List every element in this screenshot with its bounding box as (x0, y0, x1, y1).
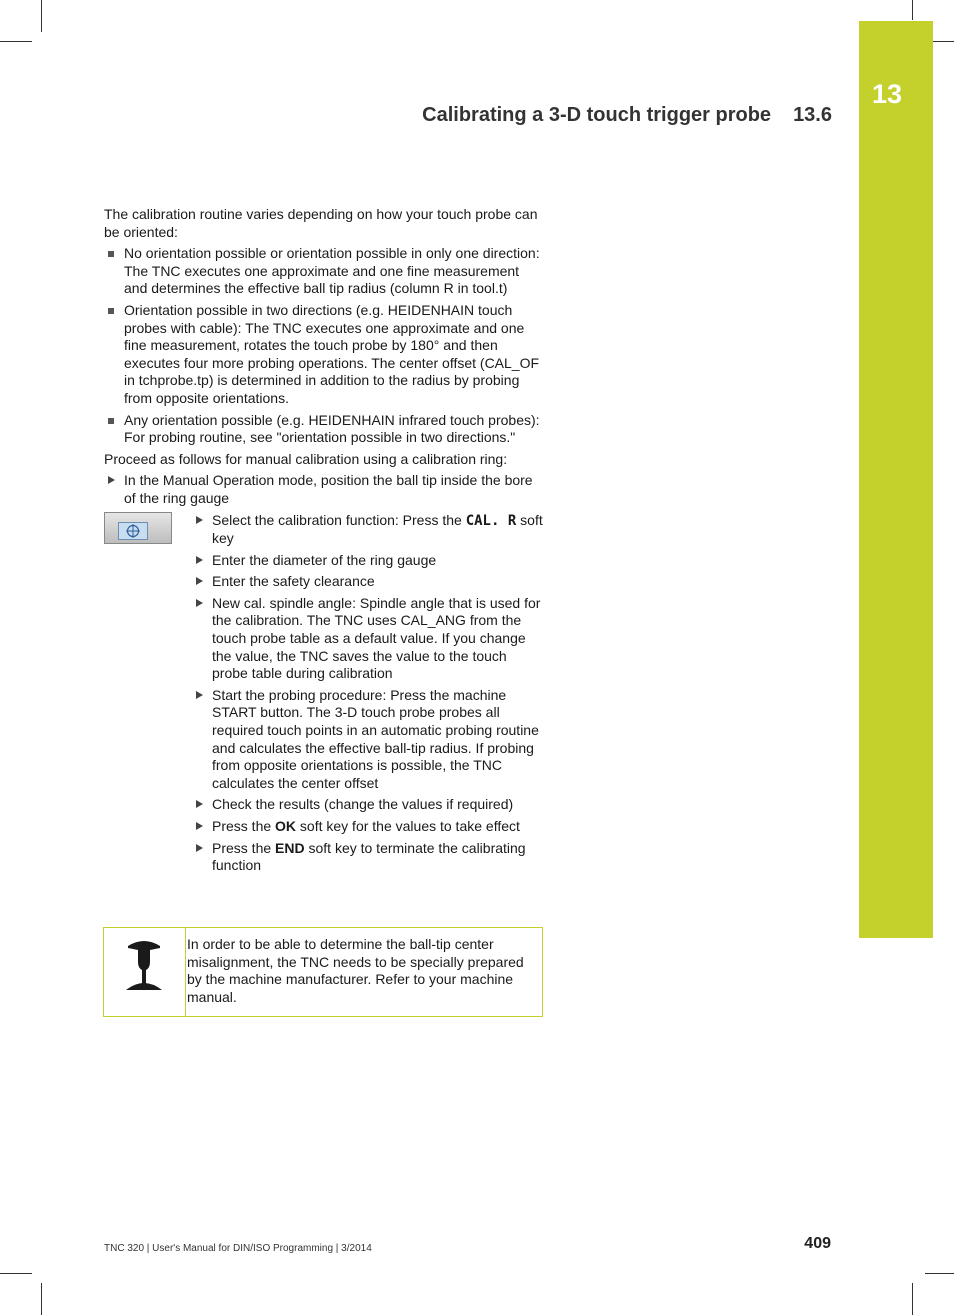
step-item (192, 512, 544, 548)
crop-mark (0, 1273, 32, 1274)
orientation-list (104, 245, 544, 447)
step-item: Enter the safety clearance (192, 573, 544, 591)
first-step-list (104, 472, 544, 507)
crop-mark (0, 41, 32, 42)
note-divider (185, 928, 186, 1016)
crop-mark (912, 0, 913, 20)
step-item: Start the probing procedure: Press the machine START button. The 3-D touch probe probes all required touch points in an automatic probing routine and calculates the effective ball-tip radius. If probing from opposite orientations is possible, the TNC calculates the center offset (192, 687, 544, 793)
step-text: soft key (212, 511, 543, 547)
crop-mark (912, 1283, 913, 1315)
step-item (192, 818, 544, 836)
note-text: In order to be able to determine the ball-tip center misalignment, the TNC needs to be specially prepared by the machine manufacturer. Refer to your machine manual. (187, 936, 524, 1005)
crop-mark (925, 1273, 954, 1274)
step-item: New cal. spindle angle: Spindle angle that is used for the calibration. The TNC uses CAL_ANG from the touch probe table as a default value. If you change the value, the TNC saves the value to the touch probe table during calibration (192, 595, 544, 683)
machine-manufacturer-icon (124, 938, 164, 994)
chapter-tab (859, 21, 933, 938)
ok-key-label: OK (275, 818, 297, 834)
step-text: soft key to terminate the calibrating function (212, 839, 526, 874)
step-item: Enter the diameter of the ring gauge (192, 552, 544, 570)
crop-mark (41, 0, 42, 32)
section-number: 13.6 (793, 104, 832, 126)
footer-text: TNC 320 | User's Manual for DIN/ISO Programming | 3/2014 (104, 1243, 372, 1254)
procedure-intro: Proceed as follows for manual calibration using a calibration ring: (104, 450, 508, 467)
note-box (103, 927, 543, 1017)
crop-mark (41, 1283, 42, 1315)
step-item: Check the results (change the values if required) (192, 796, 544, 814)
calibration-steps (192, 512, 544, 875)
step-item: In the Manual Operation mode, position the ball tip inside the bore of the ring gauge (104, 472, 544, 507)
end-key-label: END (275, 839, 305, 856)
intro-paragraph: The calibration routine varies depending on how your touch probe can be oriented: (104, 206, 538, 240)
page-number: 409 (804, 1235, 831, 1252)
step-text: soft key for the values to take effect (296, 818, 520, 834)
calibrate-radius-softkey-icon (121, 523, 145, 539)
list-item: Any orientation possible (e.g. HEIDENHAIN infrared touch probes): For probing routine, see "orientation possible in two directions." (104, 412, 544, 447)
step-text: Select the calibration function: Press the (212, 511, 466, 528)
softkey-steps (104, 512, 544, 875)
step-text: Press the (212, 818, 276, 834)
cal-r-softkey[interactable] (104, 512, 172, 544)
chapter-number: 13 (871, 79, 903, 109)
list-item: Orientation possible in two directions (e.g. HEIDENHAIN touch probes with cable): The TNC executes one approximate and one fine measurement, rotates the touch probe by 180° and then executes four more probing operations. The center offset (CAL_OF in tchprobe.tp) is determined in addition to the radius by probing from opposite orientations. (104, 302, 544, 408)
cal-r-key-label: CAL. R (465, 512, 517, 529)
step-text: Press the (212, 839, 276, 856)
main-content (104, 206, 544, 879)
section-title: Calibrating a 3-D touch trigger probe (422, 104, 772, 126)
section-header (422, 104, 832, 127)
list-item: No orientation possible or orientation possible in only one direction: The TNC executes one approximate and one fine measurement and determines the effective ball tip radius (column R in tool.t) (104, 245, 544, 298)
step-item (192, 840, 544, 875)
